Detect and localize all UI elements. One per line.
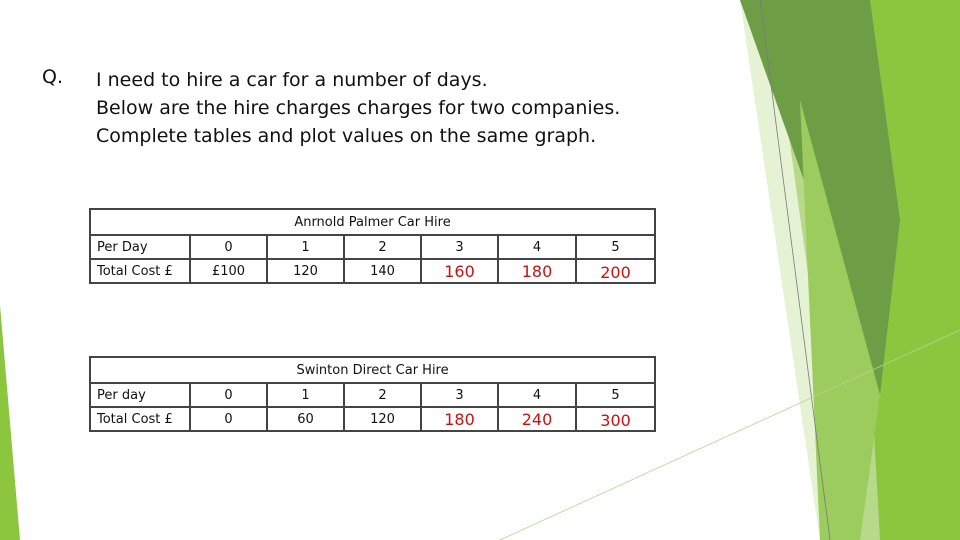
table-row <box>90 407 655 431</box>
table-row <box>90 383 655 407</box>
day-cell: 1 <box>267 235 344 259</box>
row-label-per-day: Per day <box>90 383 190 407</box>
day-cell: 2 <box>344 235 421 259</box>
arnold-palmer-table <box>89 208 656 284</box>
cost-cell: £100 <box>190 259 267 283</box>
day-cell: 5 <box>576 383 655 407</box>
cost-answer-cell: 180 <box>498 259 576 283</box>
day-cell: 4 <box>498 235 576 259</box>
cost-cell: 120 <box>344 407 421 431</box>
row-label-total-cost: Total Cost £ <box>90 259 190 283</box>
cost-cell: 60 <box>267 407 344 431</box>
day-cell: 3 <box>421 235 498 259</box>
day-cell: 4 <box>498 383 576 407</box>
cost-cell: 120 <box>267 259 344 283</box>
table-row <box>90 235 655 259</box>
day-cell: 5 <box>576 235 655 259</box>
row-label-total-cost: Total Cost £ <box>90 407 190 431</box>
table-title: Anrnold Palmer Car Hire <box>90 209 655 235</box>
cost-answer-cell: 160 <box>421 259 498 283</box>
table-title: Swinton Direct Car Hire <box>90 357 655 383</box>
day-cell: 2 <box>344 383 421 407</box>
day-cell: 0 <box>190 235 267 259</box>
cost-cell: 140 <box>344 259 421 283</box>
cost-answer-cell: 300 <box>576 407 655 431</box>
cost-answer-cell: 200 <box>576 259 655 283</box>
cost-answer-cell: 240 <box>498 407 576 431</box>
question-line: I need to hire a car for a number of days. <box>96 69 488 91</box>
question-line: Below are the hire charges charges for two companies. <box>96 97 621 119</box>
day-cell: 1 <box>267 383 344 407</box>
table-row <box>90 259 655 283</box>
row-label-per-day: Per Day <box>90 235 190 259</box>
day-cell: 3 <box>421 383 498 407</box>
question-text <box>96 66 620 150</box>
swinton-direct-table <box>89 356 656 432</box>
day-cell: 0 <box>190 383 267 407</box>
cost-answer-cell: 180 <box>421 407 498 431</box>
cost-cell: 0 <box>190 407 267 431</box>
left-green-stripe <box>0 305 20 540</box>
question-label: Q. <box>42 66 63 88</box>
question-line: Complete tables and plot values on the same graph. <box>96 125 597 147</box>
